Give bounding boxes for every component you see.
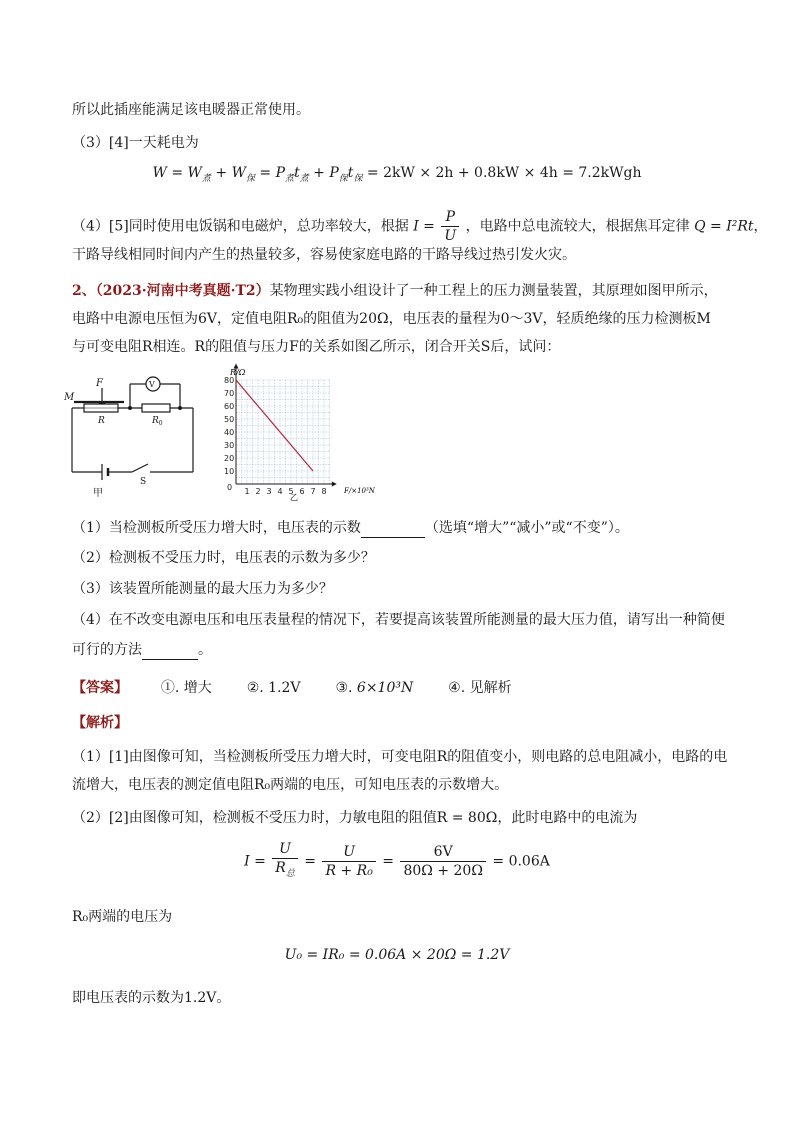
chart-origin: 0 [227, 483, 233, 492]
answer-blank-4[interactable] [142, 645, 198, 660]
x-tick-label: 3 [266, 487, 272, 496]
formula-energy: $W = W_煮 + W_保 = P_煮t_煮 + P_保t_保 = 2kW \times 2h + 0.8kW \times 4h$ = 7.2kWgh [152, 165, 642, 184]
formula-voltage: U₀ = IR₀ = 0.06A × 20Ω = 1.2V [284, 947, 510, 963]
label-r: R [98, 416, 105, 426]
y-tick-label: 20 [224, 454, 235, 463]
y-tick-label: 70 [224, 389, 235, 398]
fraction-power: $\frac{P}{U}$ [441, 208, 459, 245]
x-tick-label: 2 [255, 487, 261, 496]
chart-caption: 乙 [290, 493, 298, 502]
sub-question-1: （1）当检测板所受压力增大时，电压表的示数 （选填“增大”“减小”或“不变”）。 [72, 520, 629, 536]
paragraph-fire: 干路导线相同时间内产生的热量较多，容易使家庭电路的干路导线过热引发火灾。 [72, 247, 576, 263]
sub-question-3: （3）该装置所能测量的最大压力为多少？ [72, 581, 333, 597]
question-2-line2: 电路中电源电压恒为6V，定值电阻R₀的阻值为20Ω，电压表的量程为0～3V，轻质绝缘的压力检测板M [72, 311, 711, 327]
label-v: V [149, 380, 155, 389]
caption-jia: 甲 [93, 488, 103, 499]
x-tick-label: 6 [299, 487, 305, 496]
x-tick-label: 7 [310, 487, 316, 496]
label-f: F [96, 378, 103, 389]
label-r0: $R_0$ [152, 416, 163, 427]
question-2-line3: 与可变电阻R相连。R的阻值与压力F的关系如图乙所示，闭合开关S后，试问： [72, 339, 561, 355]
x-tick-label: 1 [244, 487, 250, 496]
y-tick-label: 10 [224, 467, 235, 476]
paragraph-energy-label: （3）[4]一天耗电为 [72, 135, 199, 151]
analysis-line-2: 流增大，电压表的测定值电阻R₀两端的电压，可知电压表的示数增大。 [72, 777, 509, 793]
y-tick-label: 60 [224, 402, 235, 411]
paragraph-socket: 所以此插座能满足该电暖器正常使用。 [72, 102, 310, 118]
junction-left [128, 406, 132, 410]
r-f-chart [218, 362, 390, 502]
chart-axes [234, 364, 337, 487]
label-s: S [140, 477, 147, 487]
analysis-line-3: （2）[2]由图像可知，检测板不受压力时，力敏电阻的阻值R = 80Ω，此时电路中的电流为 [72, 810, 638, 826]
x-axis-arrow [332, 482, 337, 487]
answer-1: ①. 增大 [160, 680, 212, 696]
paragraph-current: （4）[5]同时使用电饭锅和电磁炉，总功率较大，根据 I = $\frac{P}{U}$ ，电路中总电流较大，根据焦耳定律 Q = I²Rt， [72, 209, 768, 244]
sub-question-2: （2）检测板不受压力时，电压表的示数为多少？ [72, 550, 375, 566]
x-tick-label: 4 [277, 487, 283, 496]
x-tick-label: 8 [321, 487, 327, 496]
analysis-line-4: R₀两端的电压为 [72, 909, 173, 925]
y-tick-label: 30 [224, 441, 235, 450]
label-m: M [64, 392, 75, 403]
y-tick-label: 40 [224, 428, 235, 437]
chart-y-label: R/Ω [230, 368, 246, 377]
sub-question-4-line2: 可行的方法 。 [72, 642, 212, 658]
analysis-line-1: （1）[1]由图像可知，当检测板所受压力增大时，可变电阻R的阻值变小，则电路的总电阻减小，电路的电 [72, 749, 728, 765]
answer-line [72, 678, 512, 698]
analysis-line-5: 即电压表的示数为1.2V。 [72, 990, 231, 1006]
chart-ticks [224, 376, 327, 496]
question-2-line1: 2、（2023·河南中考真题·T2）某物理实践小组设计了一种工程上的压力测量装置，其原理如图甲所示， [72, 283, 718, 299]
y-tick-label: 80 [224, 376, 235, 385]
chart-x-label: F/×10³N [344, 487, 375, 495]
analysis-label: 【解析】 [72, 715, 128, 731]
x-tick-label: 5 [288, 487, 294, 496]
answer-label: 【答案】 [72, 680, 128, 696]
junction-right [178, 406, 182, 410]
y-tick-label: 50 [224, 415, 235, 424]
fixed-resistor-r0 [142, 404, 170, 412]
switch-s [132, 464, 148, 472]
answer-blank-1[interactable] [361, 523, 425, 538]
sub-question-4-line1: （4）在不改变电源电压和电压表量程的情况下，若要提高该装置所能测量的最大压力值，请写出一种简便 [72, 612, 725, 628]
answer-2: ②. 1.2V [246, 680, 301, 696]
circuit-diagram [60, 368, 210, 500]
formula-current: I = $\frac{U}{R_总}$ = $\frac{U}{\text{R + R₀}}$ = $\frac{6V}{80\Omega + 20\Omega}$ = 0.06A [244, 841, 550, 879]
answer-4: ④. 见解析 [448, 680, 512, 696]
answer-3: 6×10³N [356, 680, 414, 696]
answer-3-prefix: ③. [335, 680, 353, 696]
